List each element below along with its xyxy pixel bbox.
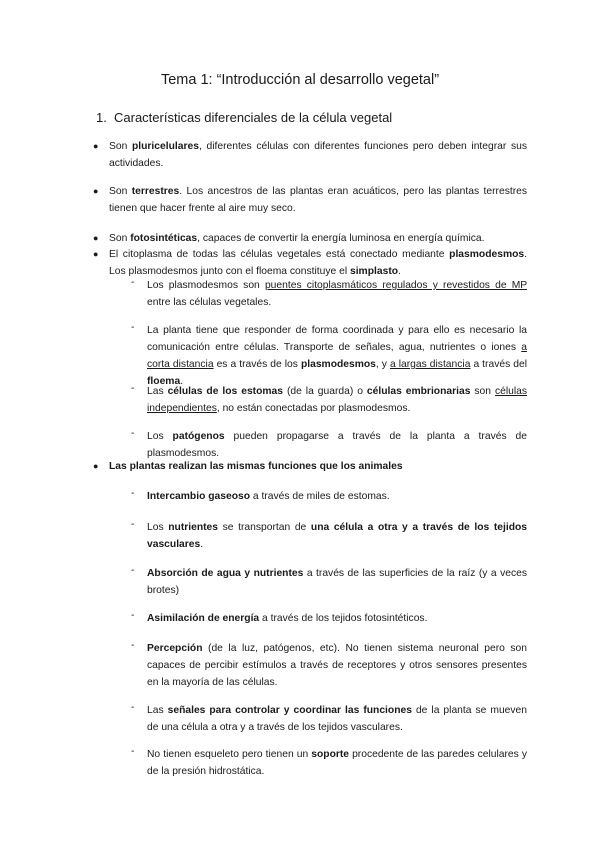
dash-marker: - (131, 322, 135, 333)
item-soporte: No tienen esqueleto pero tienen un soporte procedente de las paredes celulares y de la presión hidrostática. (147, 749, 527, 777)
sub-estomas: Las células de los estomas (de la guarda) o células embrionarias son células independientes, no están conectadas por plasmodesmos. (147, 386, 528, 414)
sub-patogenos: Los patógenos pueden propagarse a través de la planta a través de plasmodesmos. (147, 431, 527, 459)
dash-marker: - (131, 640, 135, 651)
section-title: Características diferenciales de la célula vegetal (114, 110, 393, 125)
dash-marker: - (131, 383, 135, 394)
bullet-pluricelulares: Son pluricelulares, diferentes células con diferentes funciones pero deben integrar sus actividades. (109, 141, 527, 169)
item-intercambio-gaseoso: Intercambio gaseoso a través de miles de estomas. (147, 491, 390, 502)
section-number: 1. (96, 110, 107, 125)
bullet-terrestres: Son terrestres. Los ancestros de las plantas eran acuáticos, pero las plantas terrestres tienen que hacer frente al aire muy seco. (109, 186, 528, 214)
bullet-marker: ● (93, 233, 99, 243)
dash-marker: - (131, 565, 135, 576)
dash-marker: - (131, 488, 135, 499)
dash-marker: - (131, 428, 135, 439)
bullet-marker: ● (93, 141, 99, 151)
item-asimilacion: Asimilación de energía a través de los tejidos fotosintéticos. (147, 613, 428, 624)
bullet-fotosinteticas: Son fotosintéticas, capaces de convertir la energía luminosa en energía química. (109, 233, 485, 244)
dash-marker: - (131, 519, 135, 530)
bullet-marker: ● (93, 186, 99, 196)
dash-marker: - (131, 746, 135, 757)
bullet-marker: ● (93, 249, 99, 259)
item-absorcion: Absorción de agua y nutrientes a través de las superficies de la raíz (y a veces brotes) (147, 568, 527, 596)
bullet-funciones: Las plantas realizan las mismas funciones que los animales (109, 461, 403, 472)
sub-comunicacion: La planta tiene que responder de forma coordinada y para ello es necesario la comunicación entre células. Transporte de señales, agua, nutrientes o iones a corta distancia es a través de los plasmodesmos, y a largas distancia a través del floema. (147, 325, 527, 387)
sub-plasmodesmos-puentes: Los plasmodesmos son puentes citoplasmáticos regulados y revestidos de MP entre las células vegetales. (147, 280, 527, 308)
section-heading (96, 110, 392, 125)
dash-marker: - (131, 702, 135, 713)
item-nutrientes: Los nutrientes se transportan de una célula a otra y a través de los tejidos vasculares. (147, 522, 528, 550)
item-percepcion: Percepción (de la luz, patógenos, etc). No tienen sistema neuronal pero son capaces de percibir estímulos a través de receptores y otros sensores presentes en la mayoría de las células. (147, 643, 527, 688)
item-senales: Las señales para controlar y coordinar las funciones de la planta se mueven de una célula a otra y a través de los tejidos vasculares. (147, 705, 527, 733)
bullet-citoplasma: El citoplasma de todas las células vegetales está conectado mediante plasmodesmos. Los plasmodesmos junto con el floema constituye el simplasto. (109, 249, 527, 277)
document-title: Tema 1: “Introducción al desarrollo vegetal” (160, 72, 440, 88)
bullet-marker: ● (93, 461, 99, 471)
dash-marker: - (131, 610, 135, 621)
dash-marker: - (131, 277, 135, 288)
